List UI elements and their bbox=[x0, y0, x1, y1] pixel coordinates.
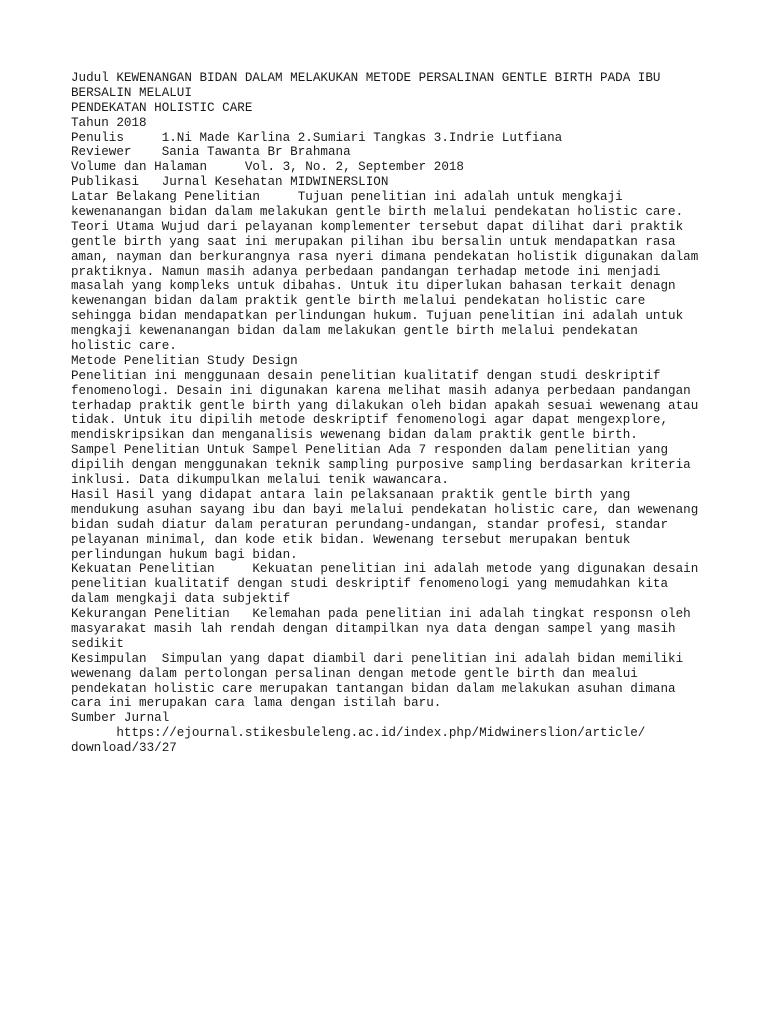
strengths-line: penelitian kualitatif dengan studi deskriptif fenomenologi yang memudahkan kita bbox=[71, 577, 669, 592]
theory-line: aman, nayman dan berkurangnya rasa nyeri dimana pendekatan holistik digunakan dalam bbox=[71, 249, 699, 264]
method-line: Penelitian ini menggunaan desain penelitian kualitatif dengan studi deskriptif bbox=[71, 368, 661, 383]
results-line: bidan sudah diatur dalam peraturan perundang-undangan, standar profesi, standar bbox=[71, 517, 669, 532]
theory-line: sehingga bidan mendapatkan perlindungan hukum. Tujuan penelitian ini adalah untuk bbox=[71, 309, 684, 324]
conclusion-line: wewenang dalam pertolongan persalinan dengan metode gentle birth dan mealui bbox=[71, 666, 638, 681]
strengths-line: dalam mengkaji data subjektif bbox=[71, 592, 291, 607]
conclusion-line: pendekatan holistic care merupakan tantangan bidan dalam melakukan asuhan dimana bbox=[71, 681, 676, 696]
theory-line: Teori Utama Wujud dari pelayanan komplementer tersebut dapat dilihat dari praktik bbox=[71, 219, 684, 234]
sample-line: Sampel Penelitian Untuk Sampel Penelitian Ada 7 responden dalam penelitian yang bbox=[71, 443, 669, 458]
source-url-line: https://ejournal.stikesbuleleng.ac.id/index.php/Midwinerslion/article/ bbox=[71, 726, 646, 741]
document-page bbox=[71, 71, 711, 756]
strengths-line: Kekuatan Penelitian Kekuatan penelitian ini adalah metode yang digunakan desain bbox=[71, 562, 699, 577]
conclusion-line: Kesimpulan Simpulan yang dapat diambil dari penelitian ini adalah bidan memiliki bbox=[71, 651, 684, 666]
method-line: terhadap praktik gentle birth yang dilakukan oleh bidan apakah sesuai wewenang atau bbox=[71, 398, 699, 413]
theory-line: holistic care. bbox=[71, 339, 177, 354]
method-line: tidak. Untuk itu dipilih metode deskriptif fenomenologi agar dapat mengexplore, bbox=[71, 413, 669, 428]
theory-line: mengkaji kewenanangan bidan dalam melakukan gentle birth melalui pendekatan bbox=[71, 324, 638, 339]
authors-line: Penulis 1.Ni Made Karlina 2.Sumiari Tangkas 3.Indrie Lutfiana bbox=[71, 130, 563, 145]
year-line: Tahun 2018 bbox=[71, 115, 147, 130]
title-line: Judul KEWENANGAN BIDAN DALAM MELAKUKAN METODE PERSALINAN GENTLE BIRTH PADA IBU bbox=[71, 71, 661, 85]
theory-line: gentle birth yang saat ini merupakan pilihan ibu bersalin untuk mendapatkan rasa bbox=[71, 234, 676, 249]
background-line: Latar Belakang Penelitian Tujuan penelitian ini adalah untuk mengkaji bbox=[71, 190, 623, 205]
results-line: pelayanan minimal, dan kode etik bidan. Wewenang tersebut merupakan bentuk bbox=[71, 532, 631, 547]
results-line: perlindungan hukum bagi bidan. bbox=[71, 547, 298, 562]
theory-line: kewenangan bidan dalam praktik gentle birth melalui pendekatan holistic care bbox=[71, 294, 646, 309]
reviewer-line: Reviewer Sania Tawanta Br Brahmana bbox=[71, 145, 351, 160]
conclusion-line: cara ini merupakan cara lama dengan istilah baru. bbox=[71, 696, 442, 711]
publication-line: Publikasi Jurnal Kesehatan MIDWINERSLION bbox=[71, 175, 389, 190]
source-heading-line: Sumber Jurnal bbox=[71, 711, 170, 726]
source-url-line: download/33/27 bbox=[71, 741, 177, 756]
weaknesses-line: masyarakat masih lah rendah dengan ditampilkan nya data dengan sampel yang masih bbox=[71, 621, 676, 636]
method-heading-line: Metode Penelitian Study Design bbox=[71, 353, 298, 368]
weaknesses-line: Kekurangan Penelitian Kelemahan pada penelitian ini adalah tingkat responsn oleh bbox=[71, 607, 691, 622]
background-line: kewenanangan bidan dalam melakukan gentle birth melalui pendekatan holistic care. bbox=[71, 205, 684, 220]
sample-line: dipilih dengan menggunakan teknik sampling purposive sampling berdasarkan kriteria bbox=[71, 458, 691, 473]
method-line: mendiskripsikan dan menganalisis wewenang bidan dalam praktik gentle birth. bbox=[71, 428, 638, 443]
volume-line: Volume dan Halaman Vol. 3, No. 2, September 2018 bbox=[71, 160, 464, 175]
weaknesses-line: sedikit bbox=[71, 636, 124, 651]
sample-line: inklusi. Data dikumpulkan melalui tenik wawancara. bbox=[71, 473, 449, 488]
method-line: fenomenologi. Desain ini digunakan karena melihat masih adanya perbedaan pandangan bbox=[71, 383, 691, 398]
theory-line: masalah yang kompleks untuk dibahas. Untuk itu diperlukan bahasan terkait denagn bbox=[71, 279, 676, 294]
results-line: mendukung asuhan sayang ibu dan bayi melalui pendekatan holistic care, dan wewenang bbox=[71, 502, 699, 517]
results-line: Hasil Hasil yang didapat antara lain pelaksanaan praktik gentle birth yang bbox=[71, 487, 631, 502]
title-line: BERSALIN MELALUI bbox=[71, 85, 192, 100]
title-line: PENDEKATAN HOLISTIC CARE bbox=[71, 100, 253, 115]
theory-line: praktiknya. Namun masih adanya perbedaan pandangan terhadap metode ini menjadi bbox=[71, 264, 661, 279]
